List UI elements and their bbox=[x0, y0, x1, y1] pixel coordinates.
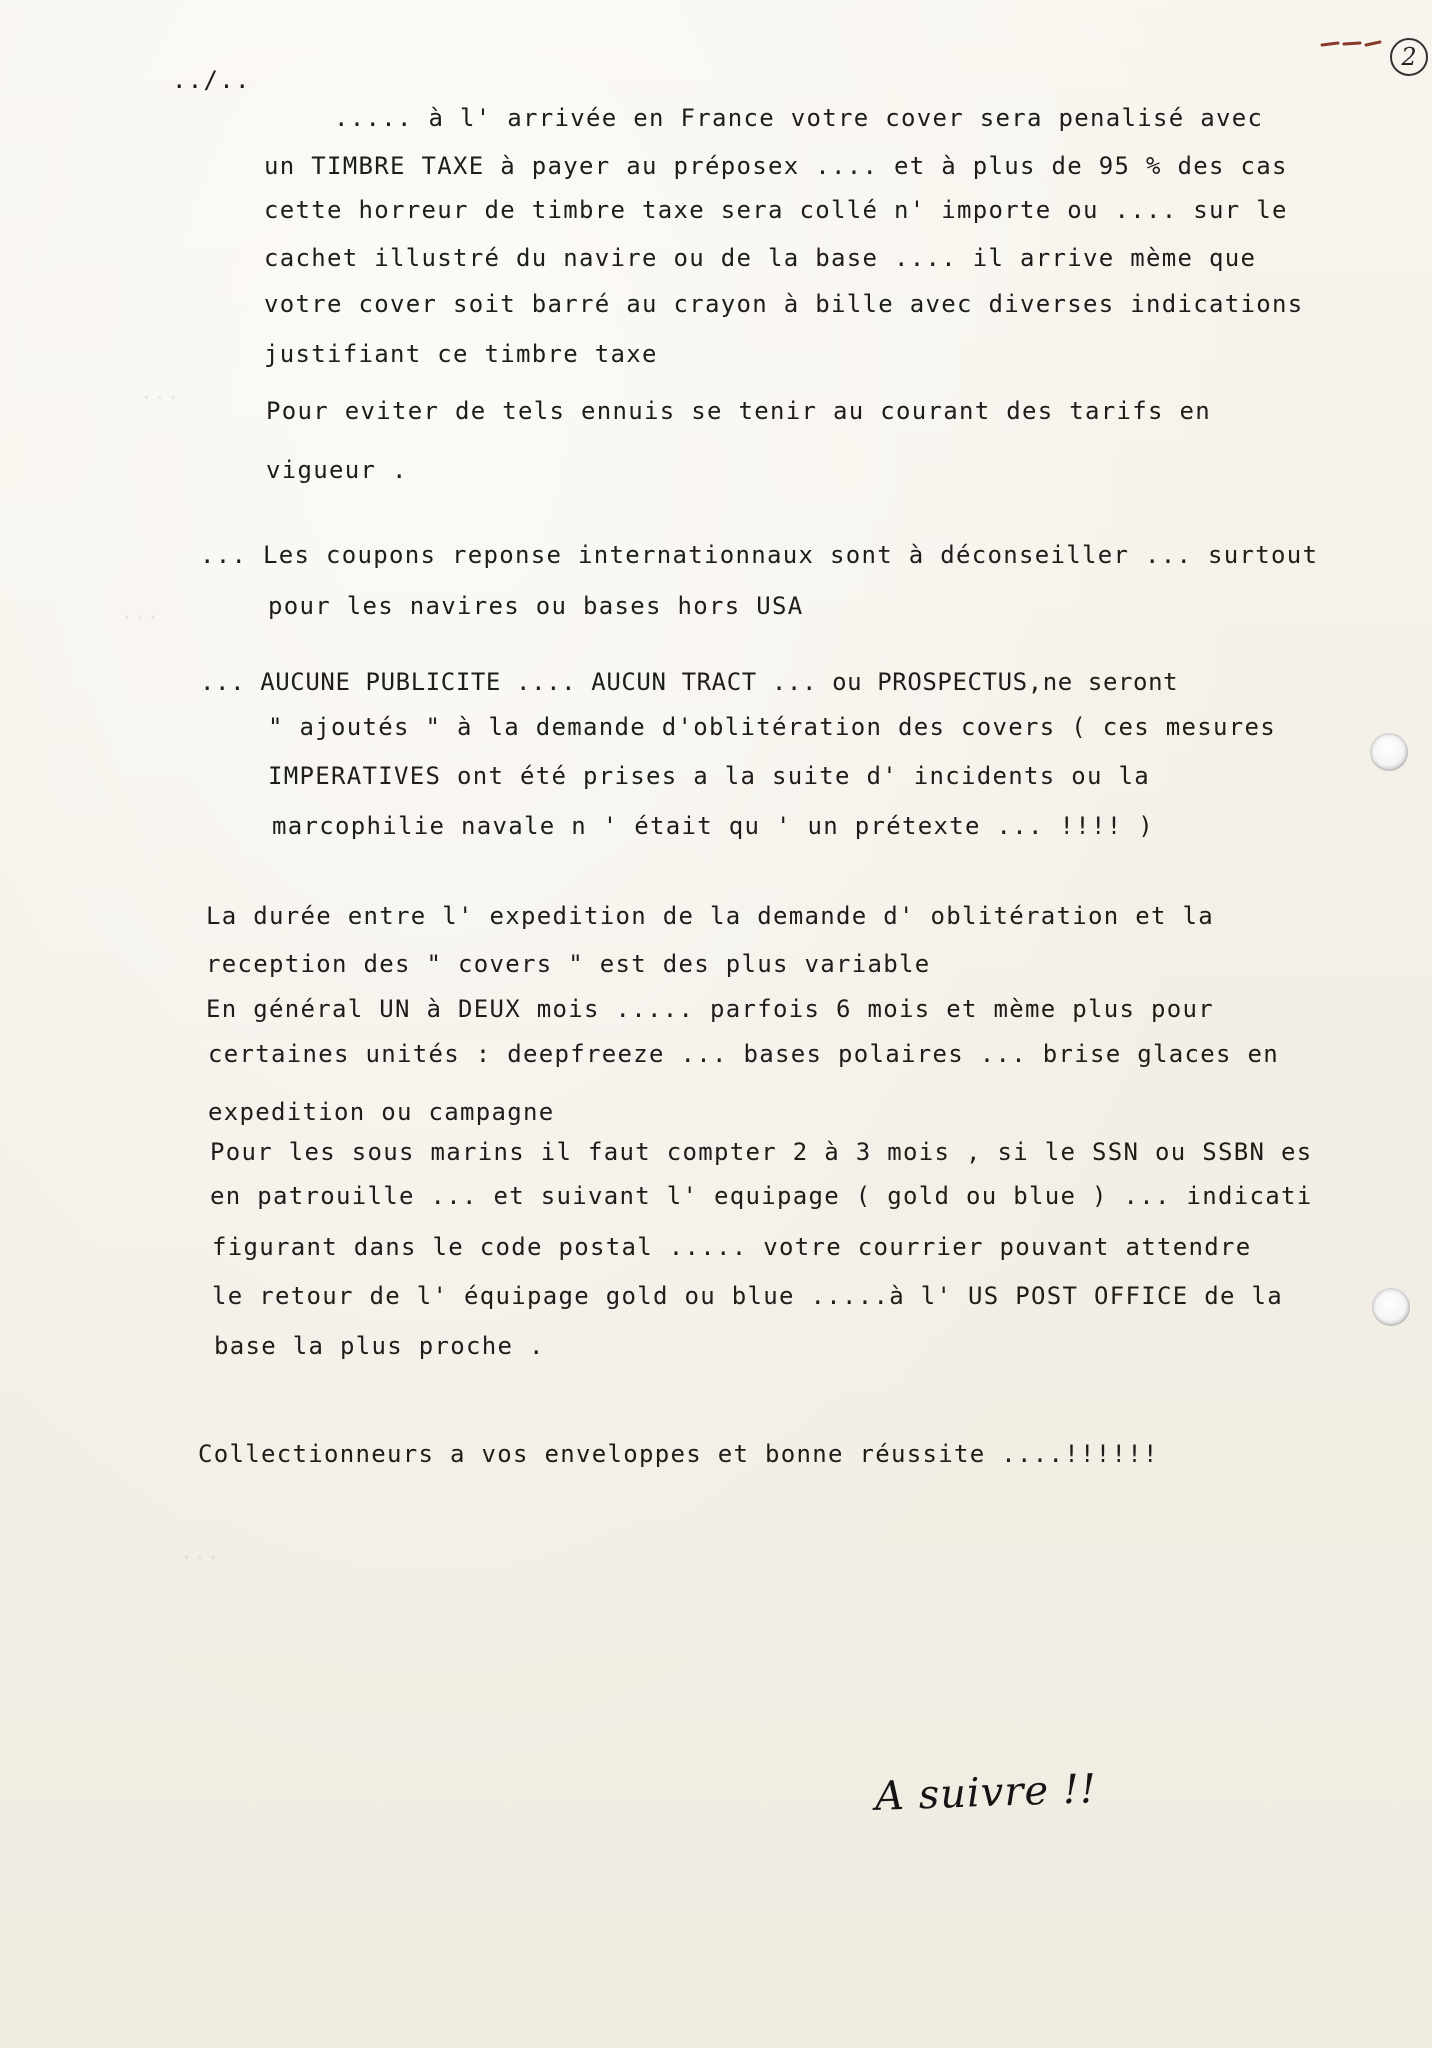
duration-line-4: certaines unités : deepfreeze ... bases polaires ... brise glaces en bbox=[208, 1040, 1279, 1068]
bleed-through-text: ... bbox=[120, 600, 160, 625]
publicity-line-1: ... AUCUNE PUBLICITE .... AUCUN TRACT ... ou PROSPECTUS,ne seront bbox=[200, 668, 1179, 696]
paper-fold-crease bbox=[0, 1030, 1432, 1033]
duration-line-7: en patrouille ... et suivant l' equipage ( gold ou blue ) ... indicati bbox=[210, 1182, 1313, 1210]
bleed-through-text: ... bbox=[140, 380, 180, 405]
coupons-line-1: ... Les coupons reponse internationnaux sont à déconseiller ... surtout bbox=[200, 541, 1319, 569]
penalty-line-5: votre cover soit barré au crayon à bille avec diverses indications bbox=[264, 290, 1304, 318]
coupons-line-2: pour les navires ou bases hors USA bbox=[268, 592, 804, 620]
corner-pen-mark bbox=[1320, 40, 1384, 48]
duration-line-6: Pour les sous marins il faut compter 2 à 3 mois , si le SSN ou SSBN es bbox=[210, 1138, 1313, 1166]
page-number: 2 bbox=[1390, 38, 1428, 76]
duration-line-5: expedition ou campagne bbox=[208, 1098, 555, 1126]
duration-line-1: La durée entre l' expedition de la demande d' oblitération et la bbox=[206, 902, 1214, 930]
penalty-line-1: ..... à l' arrivée en France votre cover sera penalisé avec bbox=[334, 104, 1264, 132]
continuation-mark: ../.. bbox=[172, 66, 251, 94]
duration-line-10: base la plus proche . bbox=[214, 1332, 545, 1360]
penalty-line-3: cette horreur de timbre taxe sera collé n' importe ou .... sur le bbox=[264, 196, 1288, 224]
publicity-line-4: marcophilie navale n ' était qu ' un prétexte ... !!!! ) bbox=[272, 812, 1154, 840]
bleed-through-text: ... bbox=[180, 1540, 220, 1565]
penalty-line-6: justifiant ce timbre taxe bbox=[264, 340, 658, 368]
closing-line: Collectionneurs a vos enveloppes et bonne réussite ....!!!!!! bbox=[198, 1440, 1159, 1468]
publicity-line-2: " ajoutés " à la demande d'oblitération des covers ( ces mesures bbox=[268, 713, 1276, 741]
duration-line-8: figurant dans le code postal ..... votre courrier pouvant attendre bbox=[212, 1233, 1252, 1261]
duration-line-9: le retour de l' équipage gold ou blue .....à l' US POST OFFICE de la bbox=[212, 1282, 1283, 1310]
punch-hole-upper bbox=[1370, 733, 1408, 771]
duration-line-2: reception des " covers " est des plus variable bbox=[206, 950, 931, 978]
handwritten-a-suivre: A suivre !! bbox=[874, 1766, 1098, 1820]
duration-line-3: En général UN à DEUX mois ..... parfois 6 mois et mème plus pour bbox=[206, 995, 1214, 1023]
punch-hole-lower bbox=[1372, 1288, 1410, 1326]
avoid-line-1: Pour eviter de tels ennuis se tenir au courant des tarifs en bbox=[266, 397, 1211, 425]
penalty-line-2: un TIMBRE TAXE à payer au préposex .... et à plus de 95 % des cas bbox=[264, 152, 1288, 180]
publicity-line-3: IMPERATIVES ont été prises a la suite d' incidents ou la bbox=[268, 762, 1150, 790]
avoid-line-2: vigueur . bbox=[266, 456, 408, 484]
penalty-line-4: cachet illustré du navire ou de la base .... il arrive mème que bbox=[264, 244, 1257, 272]
